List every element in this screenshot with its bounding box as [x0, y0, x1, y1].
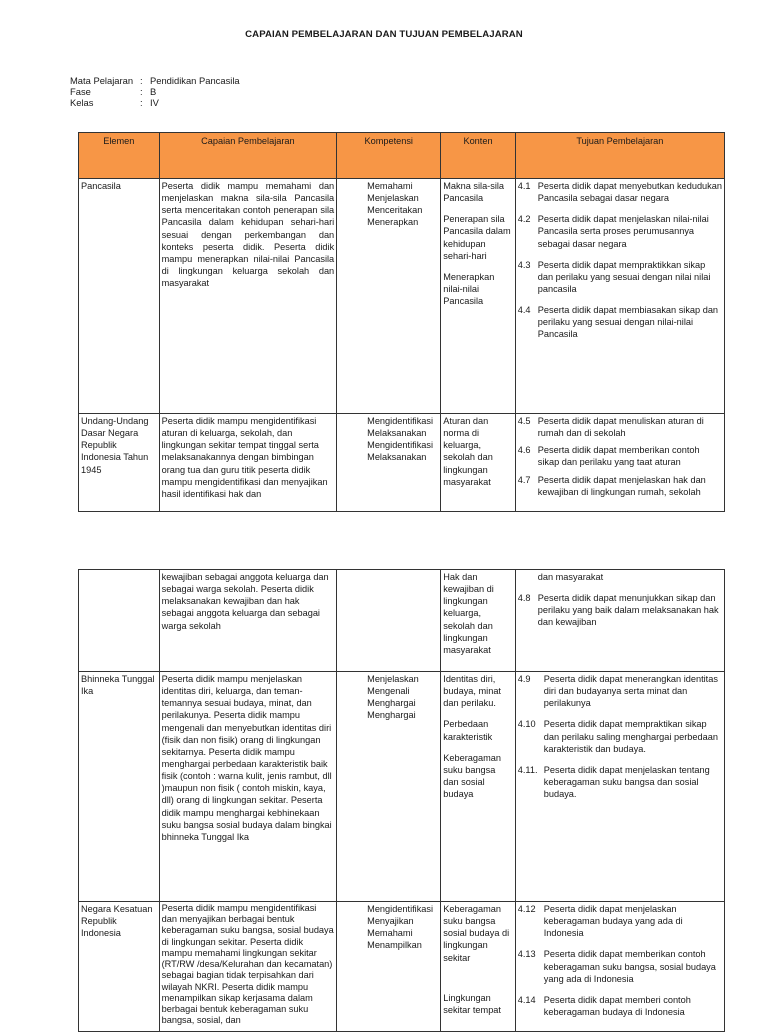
kompetensi-item: Melaksanakan [367, 428, 427, 439]
kompetensi-item: Menghargai [367, 698, 416, 709]
meta-label: Kelas [70, 97, 94, 109]
tujuan-number: 4.3 [517, 259, 531, 270]
cell-tujuan [515, 902, 724, 1032]
cell-capaian: Peserta didik mampu memahami dan menjelaskan makna sila-sila Pancasila serta menceritakan contoh penerapan sila Pancasila dalam kehidupan sehari-hari sesuai dengan perkembangan dan konteks peserta didik. Peserta didik mampu menerapkan nilai-nilai Pancasila di lingkungan keluarga sekolah dan masyarakat [159, 179, 337, 414]
tujuan-text: Peserta didik dapat menjelaskan keberagaman budaya yang ada di Indonesia [543, 904, 683, 939]
cell-elemen [79, 570, 160, 672]
cell-capaian: Peserta didik mampu mengidentifikasi dan menyajikan berbagai bentuk keberagaman suku bangsa, sosial budaya di lingkungan sekitar. Peserta didik mampu memahami lingkungan sekitar (RT/RW /desa/Kelurahan dan kecamatan) sebagai bagian tidak terpisahkan dari wilayah NKRI. Peserta didik mampu menampilkan sikap kerjasama dalam berbagai bentuk keberagaman suku bangsa, sosial, dan [159, 902, 337, 1032]
tujuan-number: 4.2 [517, 214, 531, 225]
meta-separator: : [140, 75, 143, 86]
kompetensi-item: Menyajikan [367, 916, 414, 927]
meta-separator: : [140, 97, 143, 109]
cell-kompetensi [337, 570, 441, 672]
header-tujuan: Tujuan Pembelajaran [515, 133, 724, 179]
meta-row-subject [70, 75, 240, 86]
table-row [79, 179, 725, 414]
konten-item: Makna sila-sila Pancasila [443, 181, 505, 204]
tujuan-text: Peserta didik dapat menjelaskan nilai-nilai Pancasila serta proses perumusannya sebagai dasar negara [537, 214, 709, 249]
meta-value: Pendidikan Pancasila [150, 75, 240, 86]
cell-konten [441, 902, 515, 1032]
table-row [79, 570, 725, 672]
learning-outcomes-table [78, 132, 725, 512]
tujuan-text: Peserta didik dapat mempraktikkan sikap dan perilaku yang sesuai dengan nilai nilai pancasila [537, 259, 711, 294]
tujuan-text: Peserta didik dapat membiasakan sikap dan perilaku yang sesuai dengan nilai-nilai Pancasila [537, 305, 719, 340]
kompetensi-item: Mengidentifikasi [367, 416, 434, 426]
tujuan-item [518, 444, 722, 468]
cell-tujuan [515, 570, 724, 672]
tujuan-number: 4.4 [517, 305, 531, 316]
cell-capaian: kewajiban sebagai anggota keluarga dan sebagai warga sekolah. Peserta didik melaksanakan kewajiban dan hak sebagai anggota keluarga dan sebagai warga sekolah [159, 570, 337, 672]
tujuan-text: Peserta didik dapat menunjukkan sikap dan perilaku yang baik dalam melaksanakan hak dan kewajiban [537, 593, 719, 628]
tujuan-number: 4.8 [517, 593, 531, 604]
meta-label: Mata Pelajaran [70, 75, 134, 86]
tujuan-number: 4.6 [517, 445, 531, 456]
kompetensi-item: Menjelaskan [367, 674, 419, 684]
tujuan-number: 4.7 [517, 474, 531, 485]
tujuan-text: Peserta didik dapat menjelaskan hak dan kewajiban di lingkungan rumah, sekolah [537, 474, 706, 497]
tujuan-item [518, 259, 722, 295]
table-header-row [79, 133, 725, 179]
cell-konten [441, 672, 515, 902]
konten-item: Keberagaman suku bangsa sosial budaya di lingkungan sekitar [443, 904, 510, 963]
cell-tujuan [515, 672, 724, 902]
cell-konten [441, 570, 515, 672]
table-row [79, 414, 725, 512]
header-elemen: Elemen [79, 133, 160, 179]
tujuan-number: 4.11. [517, 764, 538, 775]
tujuan-item [518, 764, 722, 800]
kompetensi-item: Memahami [367, 181, 413, 191]
meta-separator: : [140, 86, 143, 98]
cell-elemen: Pancasila [79, 179, 160, 414]
tujuan-text: Peserta didik dapat menuliskan aturan di rumah dan di sekolah [537, 416, 704, 439]
meta-value: B [150, 86, 157, 98]
kompetensi-item: Menampilkan [367, 940, 422, 951]
konten-item: Perbedaan karakteristik [443, 719, 493, 742]
tujuan-text: Peserta didik dapat memberikan contoh keberagaman suku bangsa, sosial budaya yang ada di Indonesia [543, 949, 716, 984]
tujuan-item [518, 304, 722, 340]
cell-konten [441, 414, 515, 512]
meta-label: Fase [70, 86, 91, 98]
tujuan-item [518, 213, 722, 249]
tujuan-item [518, 994, 722, 1018]
konten-item: Hak dan kewajiban di lingkungan keluarga, sekolah dan lingkungan masyarakat [443, 572, 494, 655]
tujuan-text: Peserta didik dapat menyebutkan kedudukan Pancasila sebagai dasar negara [537, 181, 722, 204]
tujuan-text: Peserta didik dapat memberi contoh keberagaman budaya di Indonesia [543, 994, 691, 1017]
tujuan-number: 4.9 [517, 674, 531, 684]
tujuan-text: Peserta didik dapat mempraktikan sikap dan perilaku saling menghargai perbedaan karakteristik dan budaya. [543, 719, 718, 754]
cell-kompetensi [337, 672, 441, 902]
tujuan-number: 4.10 [517, 719, 536, 730]
tujuan-item [518, 415, 722, 439]
tujuan-number: 4.14 [517, 994, 536, 1005]
kompetensi-item: Menerapkan [367, 217, 419, 228]
meta-row-phase [70, 86, 240, 97]
kompetensi-item: Melaksanakan [367, 452, 427, 463]
tujuan-item [518, 180, 722, 204]
kompetensi-item: Menjelaskan [367, 193, 419, 204]
cell-elemen: Undang-Undang Dasar Negara Republik Indonesia Tahun 1945 [79, 414, 160, 512]
tujuan-text: Peserta didik dapat memberikan contoh sikap dan perilaku yang taat aturan [537, 445, 700, 468]
document-meta [70, 75, 240, 108]
tujuan-number: 4.13 [517, 949, 536, 960]
konten-item: Lingkungan sekitar tempat [443, 992, 501, 1015]
kompetensi-item: Menghargai [367, 710, 416, 721]
tujuan-item [518, 592, 722, 628]
tujuan-item [518, 948, 722, 984]
tujuan-item [518, 718, 722, 754]
konten-item: Aturan dan norma di keluarga, sekolah dan lingkungan masyarakat [443, 416, 493, 487]
cell-capaian: Peserta didik mampu menjelaskan identitas diri, keluarga, dan teman-temannya sesuai budaya, minat, dan perilakunya. Peserta didik mampu mengenali dan menyebutkan identitas diri (fisik dan non fisik) orang di lingkungan sekitarnya. Peserta didik mampu menghargai perbedaan karakteristik baik fisik (contoh : warna kulit, jenis rambut, dll )maupun non fisik ( contoh miskin, kaya, dll) orang di lingkungan sekitar. Peserta didik mampu menghargai kebhinekaan suku bangsa sosial budaya dalam bingkai bhinneka Tunggal Ika [159, 672, 337, 902]
tujuan-item [518, 474, 722, 498]
cell-kompetensi [337, 414, 441, 512]
kompetensi-item: Mengenali [367, 686, 410, 697]
kompetensi-item: Mengidentifikasi [367, 904, 434, 914]
tujuan-text: Peserta didik dapat menerangkan identitas diri dan budayanya serta minat dan perilakunya [543, 674, 718, 709]
cell-kompetensi [337, 902, 441, 1032]
meta-value: IV [150, 97, 159, 109]
cell-konten [441, 179, 515, 414]
meta-row-class [70, 97, 240, 108]
konten-item: Menerapkan nilai-nilai Pancasila [443, 271, 495, 307]
cell-tujuan [515, 179, 724, 414]
document-title: CAPAIAN PEMBELAJARAN DAN TUJUAN PEMBELAJARAN [245, 29, 523, 40]
kompetensi-item: Mengidentifikasi [367, 440, 434, 451]
header-konten: Konten [441, 133, 515, 179]
header-kompetensi: Kompetensi [337, 133, 441, 179]
tujuan-number: 4.5 [517, 416, 531, 426]
konten-item: Keberagaman suku bangsa dan sosial budaya [443, 752, 501, 800]
cell-tujuan [515, 414, 724, 512]
konten-item: Identitas diri, budaya, minat dan perilaku. [443, 674, 501, 709]
tujuan-text: Peserta didik dapat menjelaskan tentang keberagaman suku bangsa dan sosial budaya. [543, 764, 710, 800]
kompetensi-item: Memahami [367, 928, 413, 939]
tujuan-item [518, 673, 722, 709]
cell-elemen: Bhinneka Tunggal Ika [79, 672, 160, 902]
tujuan-number: 4.12 [517, 904, 536, 914]
tujuan-continuation: dan masyarakat [537, 572, 604, 582]
table-row [79, 902, 725, 1032]
kompetensi-item: Menceritakan [367, 205, 423, 216]
tujuan-item [518, 903, 722, 939]
cell-kompetensi [337, 179, 441, 414]
konten-item: Penerapan sila Pancasila dalam kehidupan sehari-hari [443, 214, 511, 261]
cell-elemen: Negara Kesatuan Republik Indonesia [79, 902, 160, 1032]
header-capaian: Capaian Pembelajaran [159, 133, 337, 179]
tujuan-number: 4.1 [517, 181, 531, 191]
cell-capaian: Peserta didik mampu mengidentifikasi aturan di keluarga, sekolah, dan lingkungan sekitar tempat tinggal serta melaksanakannya dengan bimbingan orang tua dan guru titik peserta didik mampu mengidentifikasi dan menyajikan hasil identifikasi hak dan [159, 414, 337, 512]
learning-outcomes-table-continued [78, 569, 725, 1032]
table-row [79, 672, 725, 902]
